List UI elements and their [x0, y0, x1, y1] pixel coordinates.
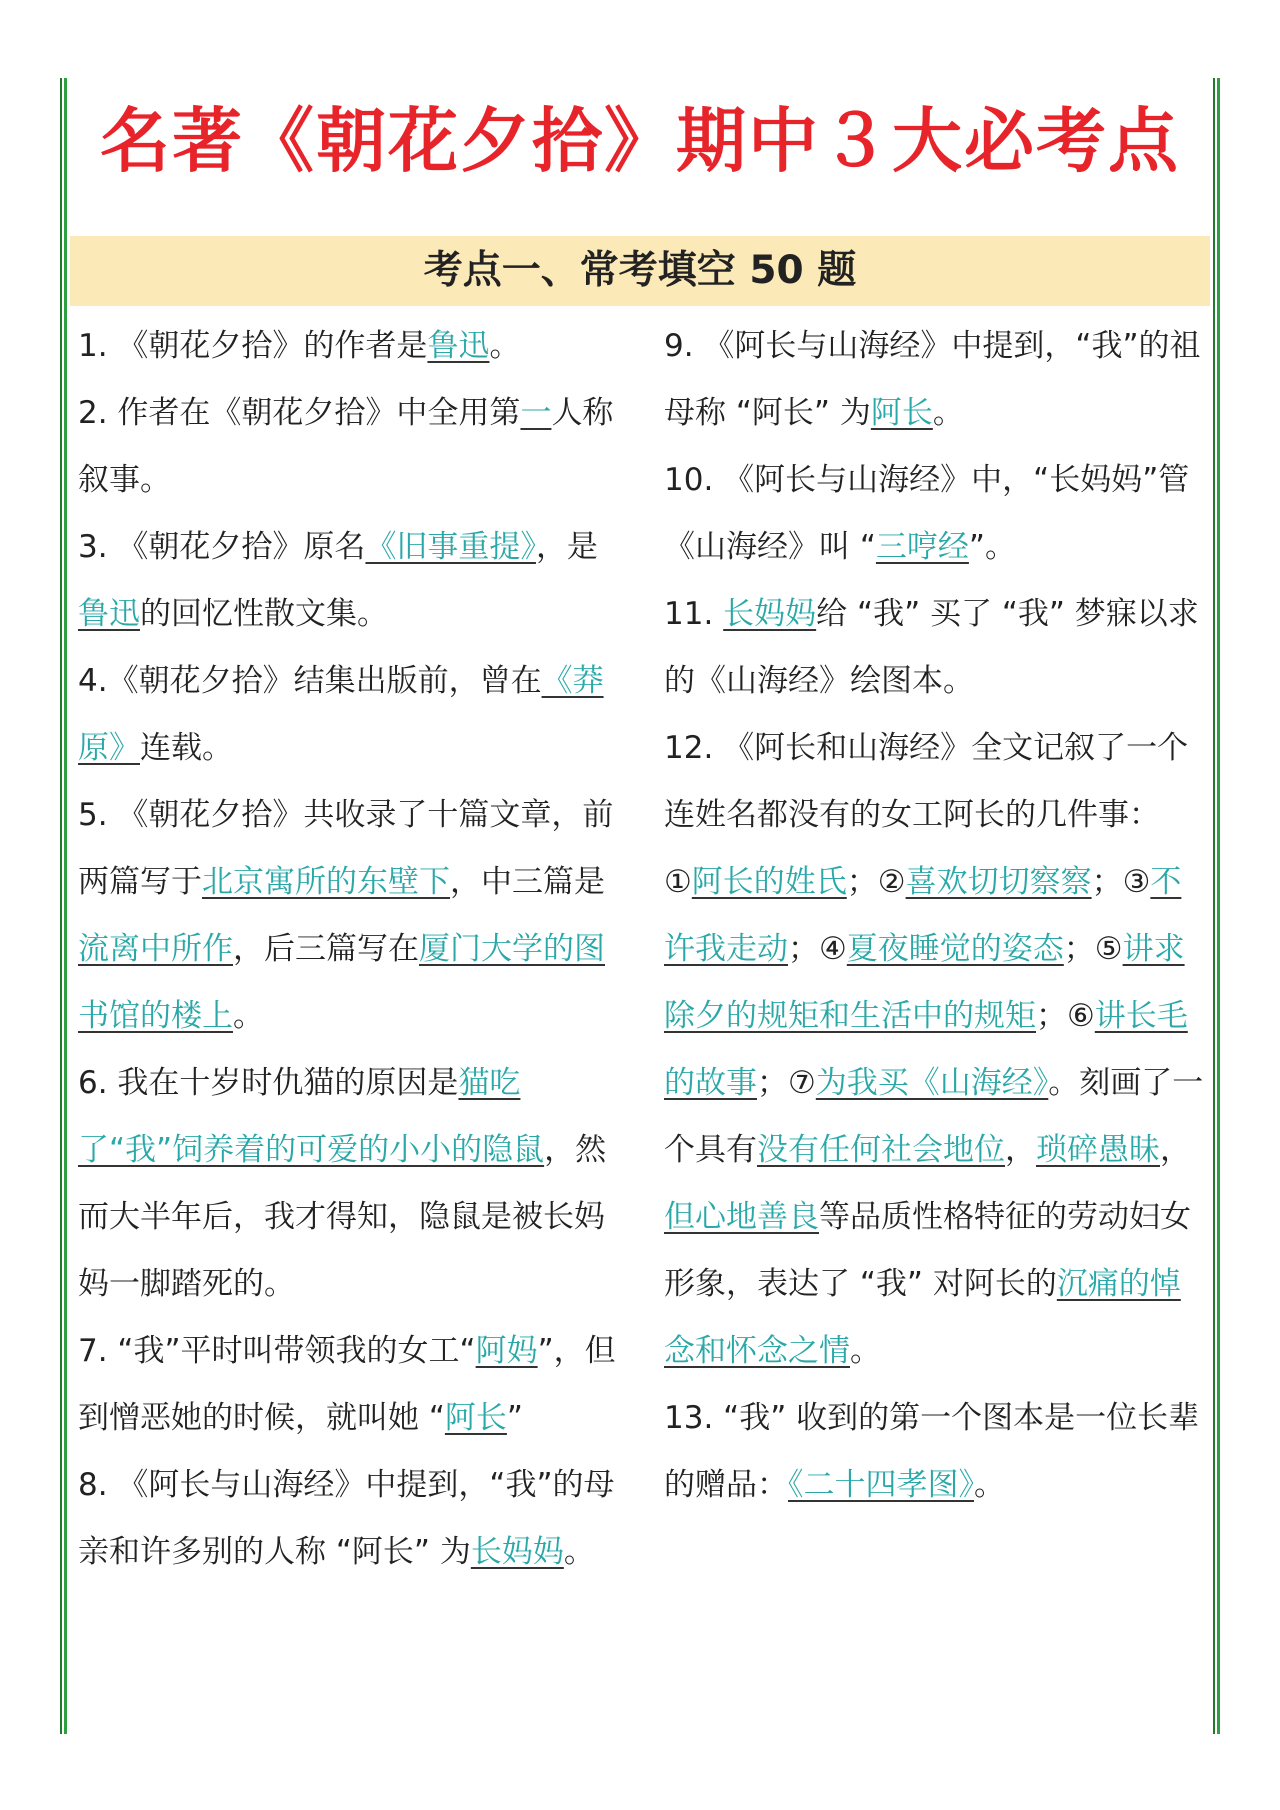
- question-7: 7. “我”平时叫带领我的女工“阿妈”，但到憎恶她的时候，就叫她 “阿长”: [78, 1333, 616, 1436]
- answer: 讲求除夕的规矩和生活中的规矩: [664, 931, 1185, 1034]
- question-9: 9. 《阿长与山海经》中提到，“我”的祖母称 “阿长” 为阿长。: [664, 328, 1201, 431]
- answer: 阿妈: [475, 1333, 538, 1369]
- question-3: 3. 《朝花夕拾》原名《旧事重提》，是鲁迅的回忆性散文集。: [78, 529, 598, 632]
- answer: 流离中所作: [78, 931, 233, 967]
- page-border-left: [60, 78, 67, 1734]
- answer: 厦门大学的图书馆的楼上: [78, 931, 605, 1034]
- answer: 没有任何社会地位: [757, 1132, 1005, 1168]
- question-2: 2. 作者在《朝花夕拾》中全用第一人称叙事。: [78, 395, 614, 498]
- answer: 但心地善良: [664, 1199, 819, 1235]
- answer: 《旧事重提》: [365, 529, 536, 565]
- answer: 琐碎愚昧: [1036, 1132, 1160, 1168]
- answer: 阿长的姓氏: [691, 864, 847, 900]
- question-8: 8. 《阿长与山海经》中提到，“我”的母亲和许多别的人称 “阿长” 为长妈妈。: [78, 1467, 615, 1570]
- answer: 三哼经: [875, 529, 969, 565]
- answer: 阿长: [870, 395, 933, 431]
- page-title: 名著《朝花夕拾》期中３大必考点: [100, 100, 1180, 182]
- question-13: 13. “我” 收到的第一个图本是一位长辈的赠品：《二十四孝图》。: [664, 1400, 1200, 1503]
- question-6: 6. 我在十岁时仇猫的原因是猫吃了“我”饲养着的可爱的小小的隐鼠，然而大半年后，我才得知，隐鼠是被长妈妈一脚踏死的。: [78, 1065, 607, 1302]
- question-10: 10. 《阿长与山海经》中，“长妈妈”管《山海经》叫 “三哼经”。: [664, 462, 1190, 565]
- question-11: 11. 长妈妈给 “我” 买了 “我” 梦寐以求的《山海经》绘图本。: [664, 596, 1199, 699]
- answer: 为我买《山海经》: [815, 1065, 1049, 1101]
- answer: 《二十四孝图》: [788, 1467, 974, 1503]
- answer: 讲长毛的故事: [664, 998, 1188, 1101]
- answer: 鲁迅: [78, 596, 140, 632]
- answer: 鲁迅: [427, 328, 490, 364]
- answer: 不许我走动: [664, 864, 1182, 967]
- answer: 一: [520, 395, 552, 431]
- answer: 猫吃了“我”饲养着的可爱的小小的隐鼠: [78, 1065, 545, 1168]
- question-4: 4.《朝花夕拾》结集出版前，曾在《莽原》连载。: [78, 663, 604, 766]
- section-heading: 考点一、常考填空 50 题: [70, 236, 1210, 306]
- answer: 喜欢切切察察: [905, 864, 1092, 900]
- question-1: 1. 《朝花夕拾》的作者是鲁迅。: [78, 328, 521, 364]
- answer: 北京寓所的东壁下: [202, 864, 450, 900]
- answer: 长妈妈: [723, 596, 817, 632]
- right-column: [664, 313, 1204, 1519]
- question-5: 5. 《朝花夕拾》共收录了十篇文章，前两篇写于北京寓所的东壁下，中三篇是流离中所作，后三篇写在厦门大学的图书馆的楼上。: [78, 797, 614, 1034]
- answer: 沉痛的悼念和怀念之情: [664, 1266, 1181, 1369]
- page-border-right: [1213, 78, 1220, 1734]
- answer: 阿长: [444, 1400, 507, 1436]
- answer: 夏夜睡觉的姿态: [846, 931, 1064, 967]
- left-column: [78, 313, 623, 1586]
- question-12: 12. 《阿长和山海经》全文记叙了一个连姓名都没有的女工阿长的几件事： ①阿长的姓氏；②喜欢切切察察；③不许我走动；④夏夜睡觉的姿态；⑤讲求除夕的规矩和生活中的规矩；⑥讲长毛的故事；⑦为我买《山海经》。刻画了一个具有没有任何社会地位，琐碎愚昧，但心地善良等品质性格特征的劳动妇女形象，表达了 “我” 对阿长的沉痛的悼念和怀念之情。: [664, 730, 1204, 1369]
- answer: 《莽原》: [78, 663, 604, 766]
- answer: 长妈妈: [470, 1534, 564, 1570]
